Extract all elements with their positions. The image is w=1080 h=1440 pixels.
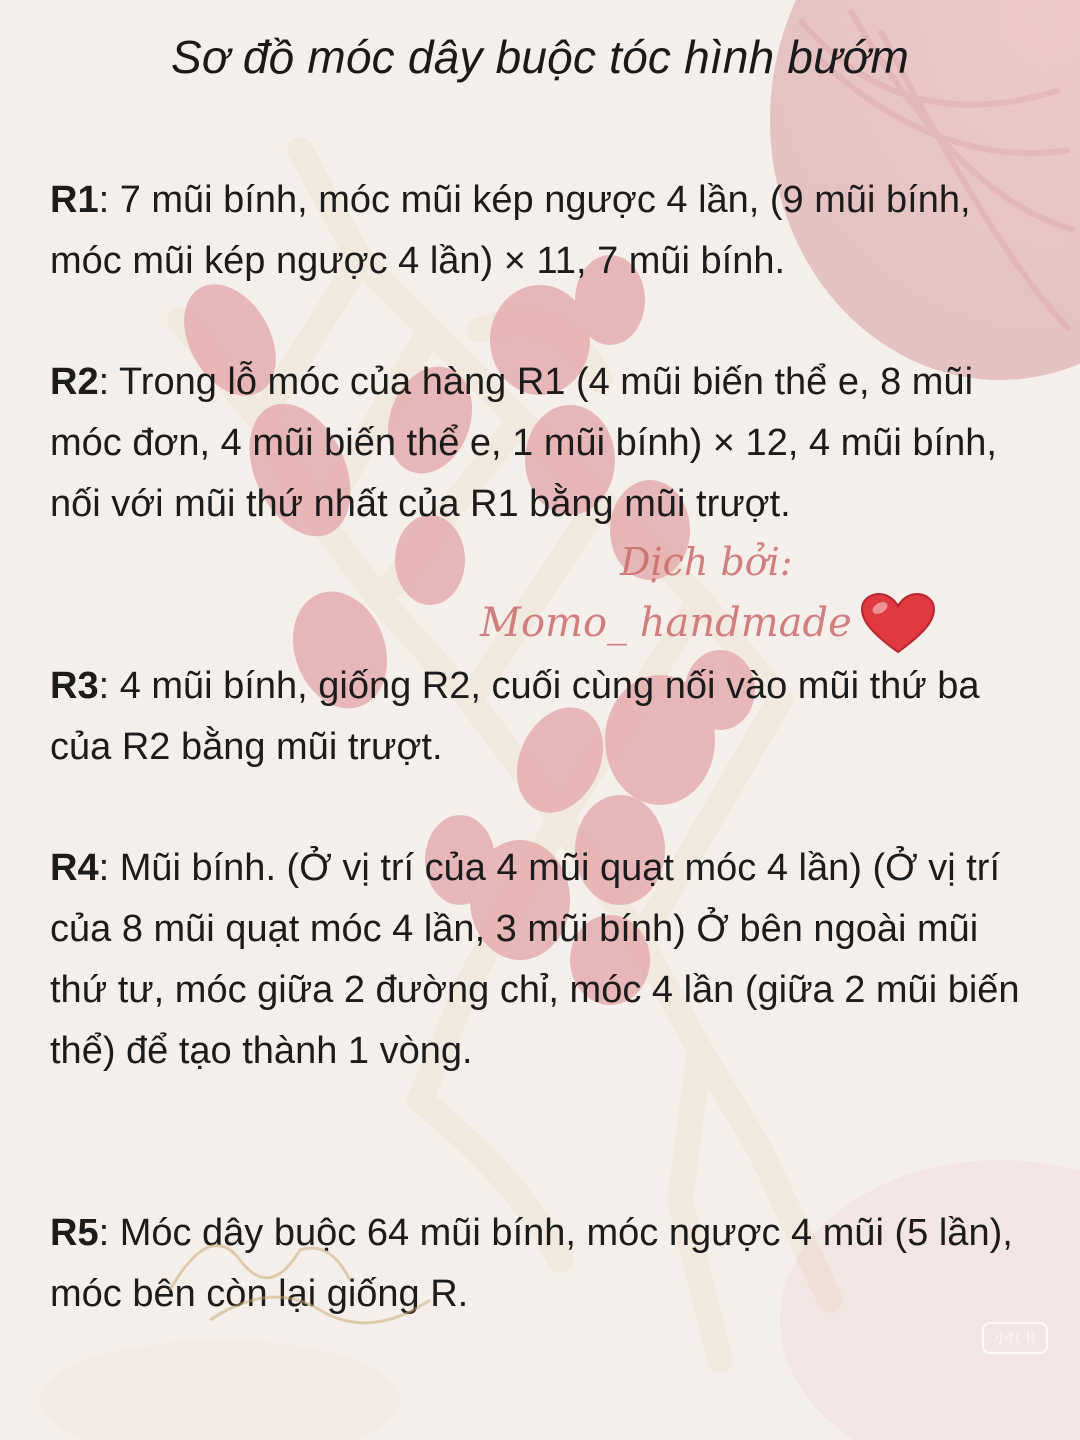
pattern-row-1: [50, 170, 1035, 292]
page-title: Sơ đồ móc dây buộc tóc hình bướm: [170, 31, 910, 83]
pattern-row-2: [50, 352, 1035, 535]
corner-logo: 小红书: [982, 1322, 1048, 1354]
row-label: R4: [50, 847, 99, 889]
heart-icon: [860, 592, 936, 656]
row-text: : Mũi bính. (Ở vị trí của 4 mũi quạt móc 4 lần) (Ở vị trí của 8 mũi quạt móc 4 lần, 3 mũi bính) Ở bên ngoài mũi thứ tư, móc giữa 2 đường chỉ, móc 4 lần (giữa 2 mũi biến thể) để tạo thành 1 vòng.: [50, 847, 1020, 1072]
row-text: : 4 mũi bính, giống R2, cuối cùng nối vào mũi thứ ba của R2 bằng mũi trượt.: [50, 665, 980, 768]
row-text: : 7 mũi bính, móc mũi kép ngược 4 lần, (9 mũi bính, móc mũi kép ngược 4 lần) × 11, 7 mũi bính.: [50, 179, 971, 282]
row-label: R1: [50, 179, 99, 221]
watermark-translated-by: Dịch bởi:: [620, 540, 793, 584]
row-label: R5: [50, 1212, 99, 1254]
row-text: : Móc dây buộc 64 mũi bính, móc ngược 4 mũi (5 lần), móc bên còn lại giống R.: [50, 1212, 1013, 1315]
watermark-author: Momo_ handmade: [480, 600, 852, 646]
row-text: : Trong lỗ móc của hàng R1 (4 mũi biến thể e, 8 mũi móc đơn, 4 mũi biến thể e, 1 mũi bính) × 12, 4 mũi bính, nối với mũi thứ nhất của R1 bằng mũi trượt.: [50, 361, 997, 525]
row-label: R3: [50, 665, 99, 707]
pattern-row-3: [50, 656, 1035, 778]
signature-watermark: [150, 1200, 450, 1340]
pattern-row-4: [50, 838, 1035, 1082]
row-label: R2: [50, 361, 99, 403]
